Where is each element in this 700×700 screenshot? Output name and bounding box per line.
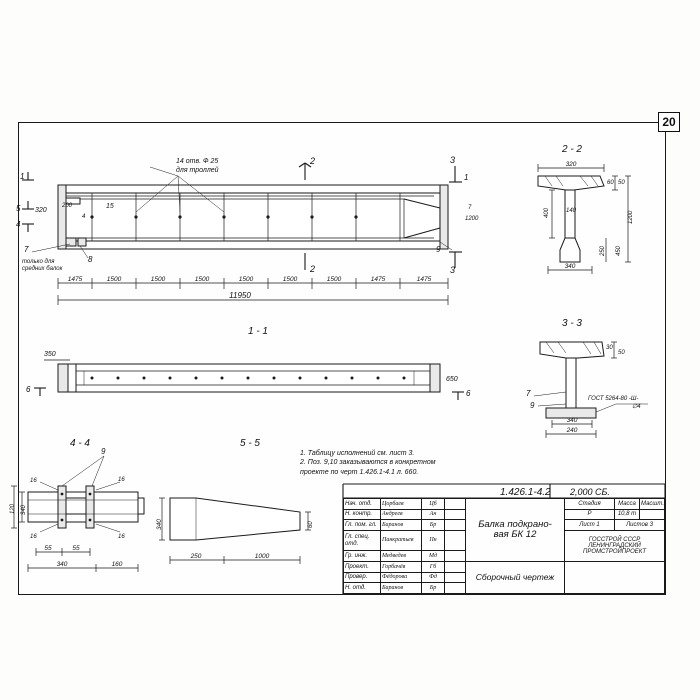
note-line-1: 1. Таблицу исполнений см. лист 3. xyxy=(300,450,415,457)
main-pos-7-note-1: только для xyxy=(22,259,55,265)
section-5-5-dim-340: 340 xyxy=(156,519,163,530)
section-3-3-dim-240: 240 xyxy=(566,427,578,434)
view-1-1-dim-650: 650 xyxy=(446,376,458,383)
view-1-1-mark-6-left: 6 xyxy=(26,385,31,394)
tb-name-5: Медведев xyxy=(381,551,422,562)
section-4-4-pos-9: 9 xyxy=(101,447,106,456)
tb-sign-6: Гб xyxy=(422,561,445,572)
tb-org-line2: ЛЕНИНГРАДСКИЙ xyxy=(588,542,641,549)
section-mark-1-right-top: 1 xyxy=(464,173,469,182)
section-2-2-label: 2 - 2 xyxy=(561,144,583,155)
section-4-4-label: 4 - 4 xyxy=(69,438,91,449)
main-total-dim: 11950 xyxy=(229,291,251,300)
tb-name-3: Баранов xyxy=(381,520,422,531)
tb-role-1: Нач. отд. xyxy=(344,499,381,510)
section-4-4-dim-55-b: 55 xyxy=(72,545,80,552)
tb-name-7: Фёдорова xyxy=(381,572,422,583)
section-2-2-dim-60: 60 xyxy=(607,180,614,186)
tb-name-1: Цорбаев xyxy=(381,499,422,510)
left-mark-4: 4 xyxy=(16,220,21,229)
section-4-4-dim-16-b: 16 xyxy=(118,477,125,483)
section-3-3-label: 3 - 3 xyxy=(561,318,583,329)
section-2-2-dim-450: 450 xyxy=(616,245,622,256)
drawing-scale-note: 2,000 СБ. xyxy=(570,487,610,497)
main-pos-7-note-2: средних балок xyxy=(22,266,63,272)
tb-name-4: Панкратьев xyxy=(381,531,422,551)
section-4-4-dim-55-a: 55 xyxy=(44,545,52,552)
chain-dim-8: 1475 xyxy=(370,276,386,283)
view-1-1-label: 1 - 1 xyxy=(247,326,269,337)
chain-dim-2: 1500 xyxy=(106,276,122,283)
chain-dim-9: 1475 xyxy=(416,276,432,283)
main-dim-200: 200 xyxy=(62,203,73,209)
section-5-5-dim-1000: 1000 xyxy=(254,553,270,560)
tb-role-5: Гр. инж. xyxy=(344,551,381,562)
chain-dim-7: 1500 xyxy=(326,276,342,283)
section-mark-2-bottom: 2 xyxy=(310,264,316,274)
section-2-2-dim-400: 400 xyxy=(544,207,550,218)
main-pos-7: 7 xyxy=(24,245,29,254)
section-4-4-dim-340: 340 xyxy=(21,504,27,515)
section-4-4-dim-120: 120 xyxy=(10,503,16,514)
section-3-3-pos-9: 9 xyxy=(530,401,535,410)
section-2-2-dim-140: 140 xyxy=(566,208,577,214)
section-3-3-dim-340: 340 xyxy=(566,417,578,424)
chain-dim-5: 1500 xyxy=(238,276,254,283)
tb-doc-type-text: Сборочный чертеж xyxy=(475,571,555,582)
section-mark-2-top: 2 xyxy=(310,156,316,166)
tb-role-7: Провер. xyxy=(344,572,381,583)
main-pos-9: 9 xyxy=(436,245,441,254)
chain-dim-3: 1500 xyxy=(150,276,166,283)
tb-product-line2: вая БК 12 xyxy=(493,528,537,540)
section-2-2-dim-340: 340 xyxy=(564,263,576,270)
section-5-5-dim-60: 60 xyxy=(308,521,314,528)
tb-sign-2: Ан xyxy=(422,509,445,520)
section-2-2-dim-50: 50 xyxy=(618,180,625,186)
tb-sign-4: Пн xyxy=(422,531,445,551)
main-callout-holes: 14 отв. Ф 25 xyxy=(176,158,219,165)
section-2-2-dim-320: 320 xyxy=(565,161,577,168)
tb-sheets-label: Листов 3 xyxy=(615,520,665,531)
section-3-3-weld-note: ГОСТ 5264-80 -Ш- xyxy=(588,396,639,402)
section-5-5-label: 5 - 5 xyxy=(239,438,261,449)
section-3-3-weld-note2: ∅4 xyxy=(632,404,641,410)
chain-dim-1: 1475 xyxy=(67,276,83,283)
main-dim-320: 320 xyxy=(35,207,47,214)
section-4-4-dim-16-a: 16 xyxy=(30,478,37,484)
tb-sheet-label: Лист 1 xyxy=(565,520,615,531)
tb-name-6: Горбачёв xyxy=(381,561,422,572)
main-dim-1200: 1200 xyxy=(465,216,479,222)
tb-unit-header: Масшт. xyxy=(640,499,665,510)
note-line-2: 2. Поз. 9,10 заказываются в конкретном xyxy=(300,459,436,467)
tb-role-8: Н. отд. xyxy=(344,583,381,594)
tb-role-4: Гл. спец. отд. xyxy=(344,531,381,551)
tb-stage-header: Стадия xyxy=(565,499,615,510)
tb-sign-3: Бр xyxy=(422,520,445,531)
section-4-4-dim-160: 160 xyxy=(111,561,123,568)
tb-org-line3: ПРОМСТРОЙПРОЕКТ xyxy=(583,549,646,556)
main-dim-4: 4 xyxy=(82,214,86,220)
tb-sign-7: Фд xyxy=(422,572,445,583)
tb-stage-value: Р xyxy=(565,509,615,520)
section-mark-3-bottom: 3 xyxy=(450,265,456,275)
main-pos-8: 8 xyxy=(88,255,93,264)
tb-name-2: Андреев xyxy=(381,509,422,520)
section-3-3-dim-30: 30 xyxy=(606,345,613,351)
chain-dim-6: 1500 xyxy=(282,276,298,283)
tb-role-3: Гл. пом. гл. xyxy=(344,520,381,531)
tb-sign-5: Мд xyxy=(422,551,445,562)
view-1-1-mark-6-right: 6 xyxy=(466,389,471,398)
tb-role-6: Проект. xyxy=(344,561,381,572)
section-4-4-dim-16-d: 16 xyxy=(118,534,125,540)
tb-sign-8: Бр xyxy=(422,583,445,594)
section-2-2-dim-250: 250 xyxy=(600,245,606,256)
tb-role-2: Н. контр. xyxy=(344,509,381,520)
tb-mass-value: 10,8 т xyxy=(615,509,640,520)
left-mark-1: 1 xyxy=(20,172,25,181)
chain-dim-4: 1500 xyxy=(194,276,210,283)
note-line-3: проекте по черт 1.426.1-4.1 л. 660. xyxy=(300,468,419,476)
section-3-3-pos-7: 7 xyxy=(526,389,531,398)
tb-sign-1: Цб xyxy=(422,499,445,510)
drawing-code: 1.426.1-4.2 xyxy=(500,487,551,498)
main-callout-holes2: для троллей xyxy=(176,167,219,174)
section-mark-3-top: 3 xyxy=(450,155,456,165)
left-mark-5: 5 xyxy=(16,204,21,213)
page-number-box: 20 xyxy=(658,112,680,132)
section-4-4-dim-16-c: 16 xyxy=(30,534,37,540)
main-dim-7: 7 xyxy=(468,205,472,211)
tb-mass-header: Масса xyxy=(615,499,640,510)
section-3-3-dim-50: 50 xyxy=(618,350,625,356)
section-4-4-dim-340-bottom: 340 xyxy=(56,561,68,568)
section-2-2-dim-1200: 1200 xyxy=(628,210,634,224)
tb-product-line1: Балка подкрано- xyxy=(478,518,552,530)
tb-name-8: Баранов xyxy=(381,583,422,594)
view-1-1-dim-350: 350 xyxy=(44,351,56,358)
tb-org-line1: ГОССТРОЙ СССР xyxy=(588,536,641,543)
main-dim-15: 15 xyxy=(106,203,114,210)
section-5-5-dim-250: 250 xyxy=(190,553,202,560)
